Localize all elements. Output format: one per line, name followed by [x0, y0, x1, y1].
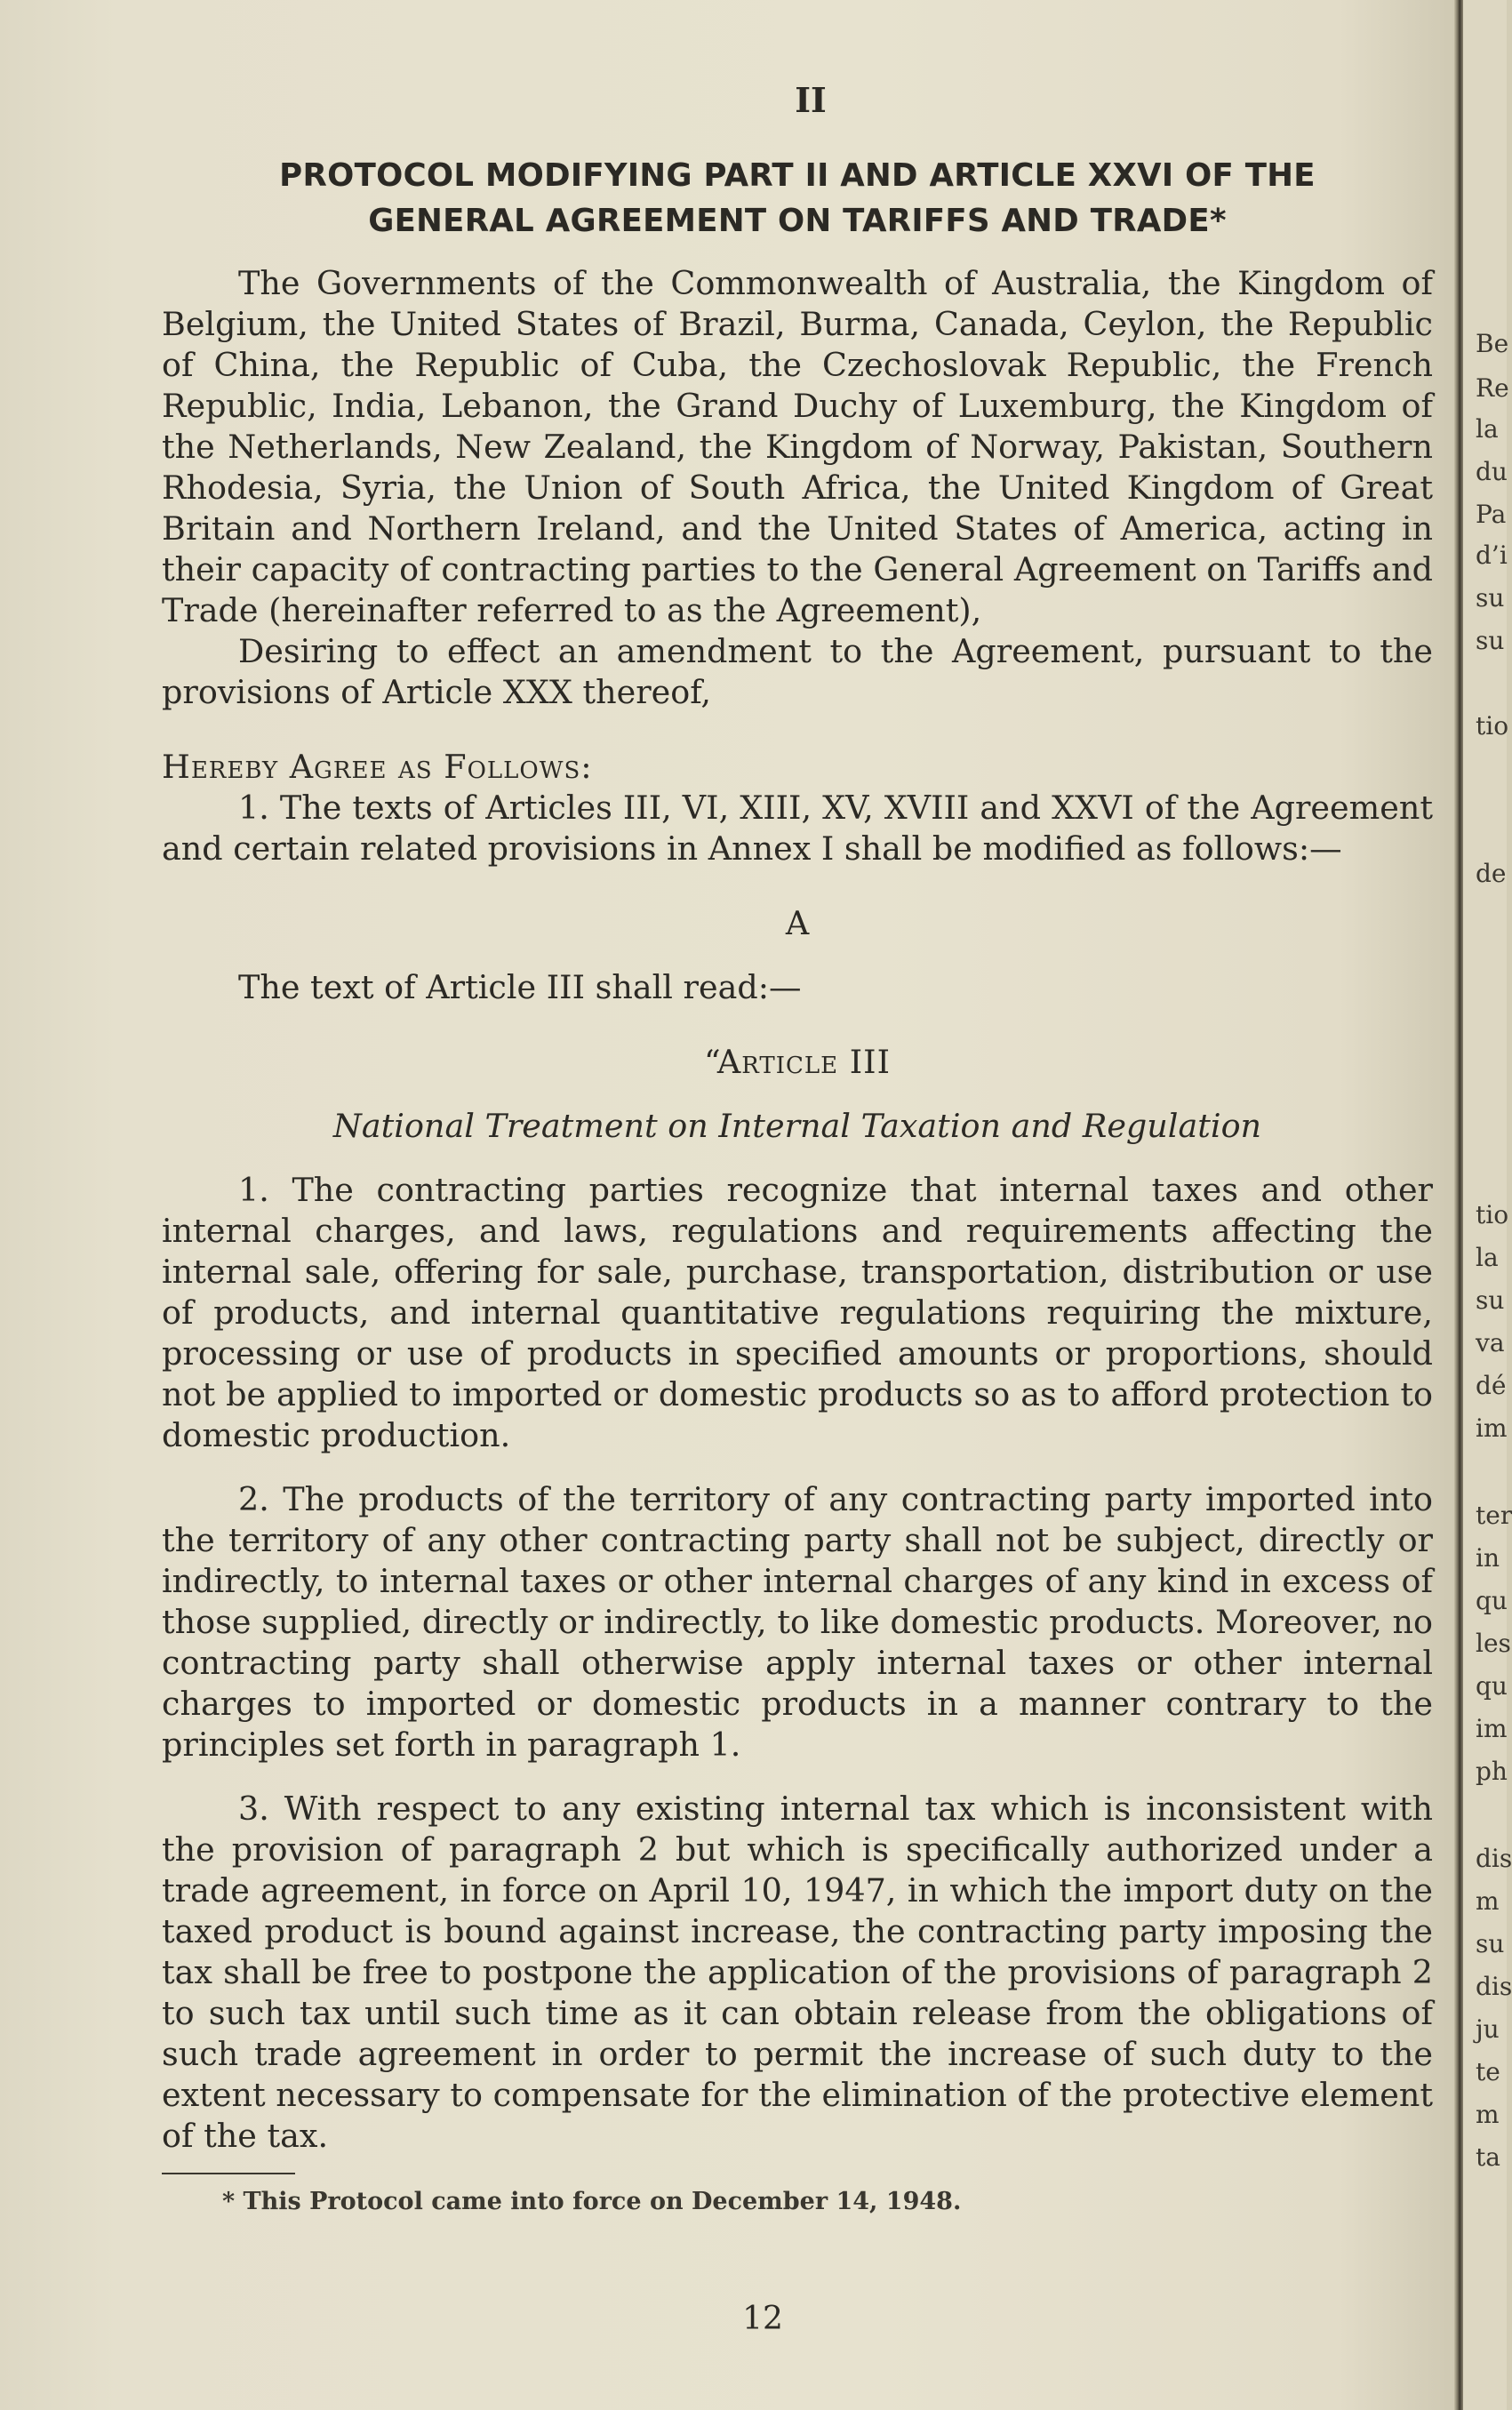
article-subheading: National Treatment on Internal Taxation and Regulation — [332, 1107, 1262, 1145]
article-paragraph-1: 1. The contracting parties recognize that internal taxes and other internal charges, and laws, regulations and requirements affecting the internal sale, offering for sale, purchase, transportation, distribution or use of products, and internal quantitative regulations requiring the mixture, processing or use of products in specified amounts or proportions, should not be applied to imported or domestic products so as to afford protection to domestic production. — [162, 1171, 1433, 1454]
page-content — [162, 80, 1433, 2222]
adjacent-page-fragment: Be — [1476, 329, 1509, 358]
adjacent-page-fragment: Pa — [1476, 500, 1507, 529]
adjacent-page-fragment: la — [1476, 1243, 1499, 1272]
adjacent-page-fragment: la — [1476, 414, 1499, 444]
book-gutter — [1454, 0, 1463, 2410]
preamble-paragraph: The Governments of the Commonwealth of Australia, the Kingdom of Belgium, the United States of Brazil, Burma, Canada, Ceylon, the Republic of China, the Republic of Cuba, the Czechoslovak Republic, the French Republic, India, Lebanon, the Grand Duchy of Luxemburg, the Kingdom of the Netherlands, New Zealand, the Kingdom of Norway, Pakistan, Southern Rhodesia, Syria, the Union of South Africa, the United Kingdom of Great Britain and Northern Ireland, and the United States of America, acting in their capacity of contracting parties to the General Agreement on Tariffs and Trade (hereinafter referred to as the Agreement), — [162, 264, 1433, 629]
adjacent-page-fragment: qu — [1476, 1671, 1508, 1701]
article-intro: The text of Article III shall read:— — [238, 968, 802, 1006]
adjacent-page-fragment: de — [1476, 859, 1507, 888]
adjacent-page-fragment: qu — [1476, 1586, 1508, 1615]
adjacent-page-fragment: ta — [1476, 2142, 1500, 2172]
adjacent-page-fragment: Re — [1476, 373, 1509, 403]
adjacent-page-fragment: ju — [1476, 2014, 1500, 2044]
adjacent-page-fragment: dé — [1476, 1371, 1507, 1400]
article-paragraph-2: 2. The products of the territory of any contracting party imported into the territory of any other contracting party shall not be subject, directly or indirectly, to internal taxes or other internal charges of any kind in excess of those supplied, directly or indirectly, to like domestic products. Moreover, no contracting party shall otherwise apply internal taxes or other internal charges to imported or domestic products in a manner contrary to the principles set forth in paragraph 1. — [162, 1480, 1433, 1764]
adjacent-page-fragment: im — [1476, 1714, 1508, 1743]
adjacent-page-fragment: va — [1476, 1328, 1505, 1357]
adjacent-page-fragment: su — [1476, 1929, 1505, 1958]
adjacent-page-fragment: im — [1476, 1413, 1508, 1443]
adjacent-page-fragment: te — [1476, 2057, 1500, 2086]
adjacent-page-fragment: tio — [1476, 1200, 1509, 1229]
footnote: * This Protocol came into force on December 14, 1948. — [222, 2188, 962, 2215]
adjacent-page-fragment: dis — [1476, 1844, 1512, 1873]
title-line-1: PROTOCOL MODIFYING PART II AND ARTICLE XXVI OF THE — [279, 157, 1316, 194]
desiring-paragraph: Desiring to effect an amendment to the Agreement, pursuant to the provisions of Article XXX thereof, — [162, 632, 1433, 711]
adjacent-page-fragment: m — [1476, 2100, 1500, 2129]
document-title — [162, 153, 1433, 244]
section-letter: A — [785, 904, 810, 942]
article-paragraph-3: 3. With respect to any existing internal tax which is inconsistent with the provision of paragraph 2 but which is specifically authorized under a trade agreement, in force on April 10, 1947, in which the import duty on the taxed product is bound against increase, the contracting party imposing the tax shall be free to postpone the application of the provisions of paragraph 2 to such tax until such time as it can obtain release from the obligations of such trade agreement in order to permit the increase of such duty to the extent necessary to compensate for the elimination of the protective element of the tax. — [162, 1789, 1433, 2155]
article-heading: “Article III — [703, 1043, 892, 1081]
adjacent-page-fragment: su — [1476, 583, 1505, 613]
adjacent-page-fragment: les — [1476, 1629, 1511, 1658]
adjacent-page-fragment: su — [1476, 1285, 1505, 1315]
adjacent-page-fragment: ter — [1476, 1501, 1512, 1530]
adjacent-page-fragment: d’i — [1476, 540, 1508, 570]
paragraph-1: 1. The texts of Articles III, VI, XIII, XV, XVIII and XXVI of the Agreement and certain related provisions in Annex I shall be modified as follows:— — [162, 789, 1433, 868]
adjacent-page-fragment: su — [1476, 626, 1505, 655]
adjacent-page-fragment: m — [1476, 1886, 1500, 1916]
page-number: 12 — [742, 2301, 783, 2337]
title-line-2: GENERAL AGREEMENT ON TARIFFS AND TRADE* — [368, 203, 1227, 239]
section-number: II — [795, 80, 827, 120]
hereby-agree-heading: Hereby Agree as Follows: — [162, 748, 593, 786]
adjacent-page-fragment: du — [1476, 457, 1508, 486]
adjacent-page-fragment: ph — [1476, 1757, 1508, 1786]
adjacent-page-fragment: tio — [1476, 711, 1509, 741]
adjacent-page-fragment: in — [1476, 1543, 1500, 1573]
adjacent-page-fragment: dis — [1476, 1972, 1512, 2001]
footnote-divider — [162, 2173, 295, 2174]
